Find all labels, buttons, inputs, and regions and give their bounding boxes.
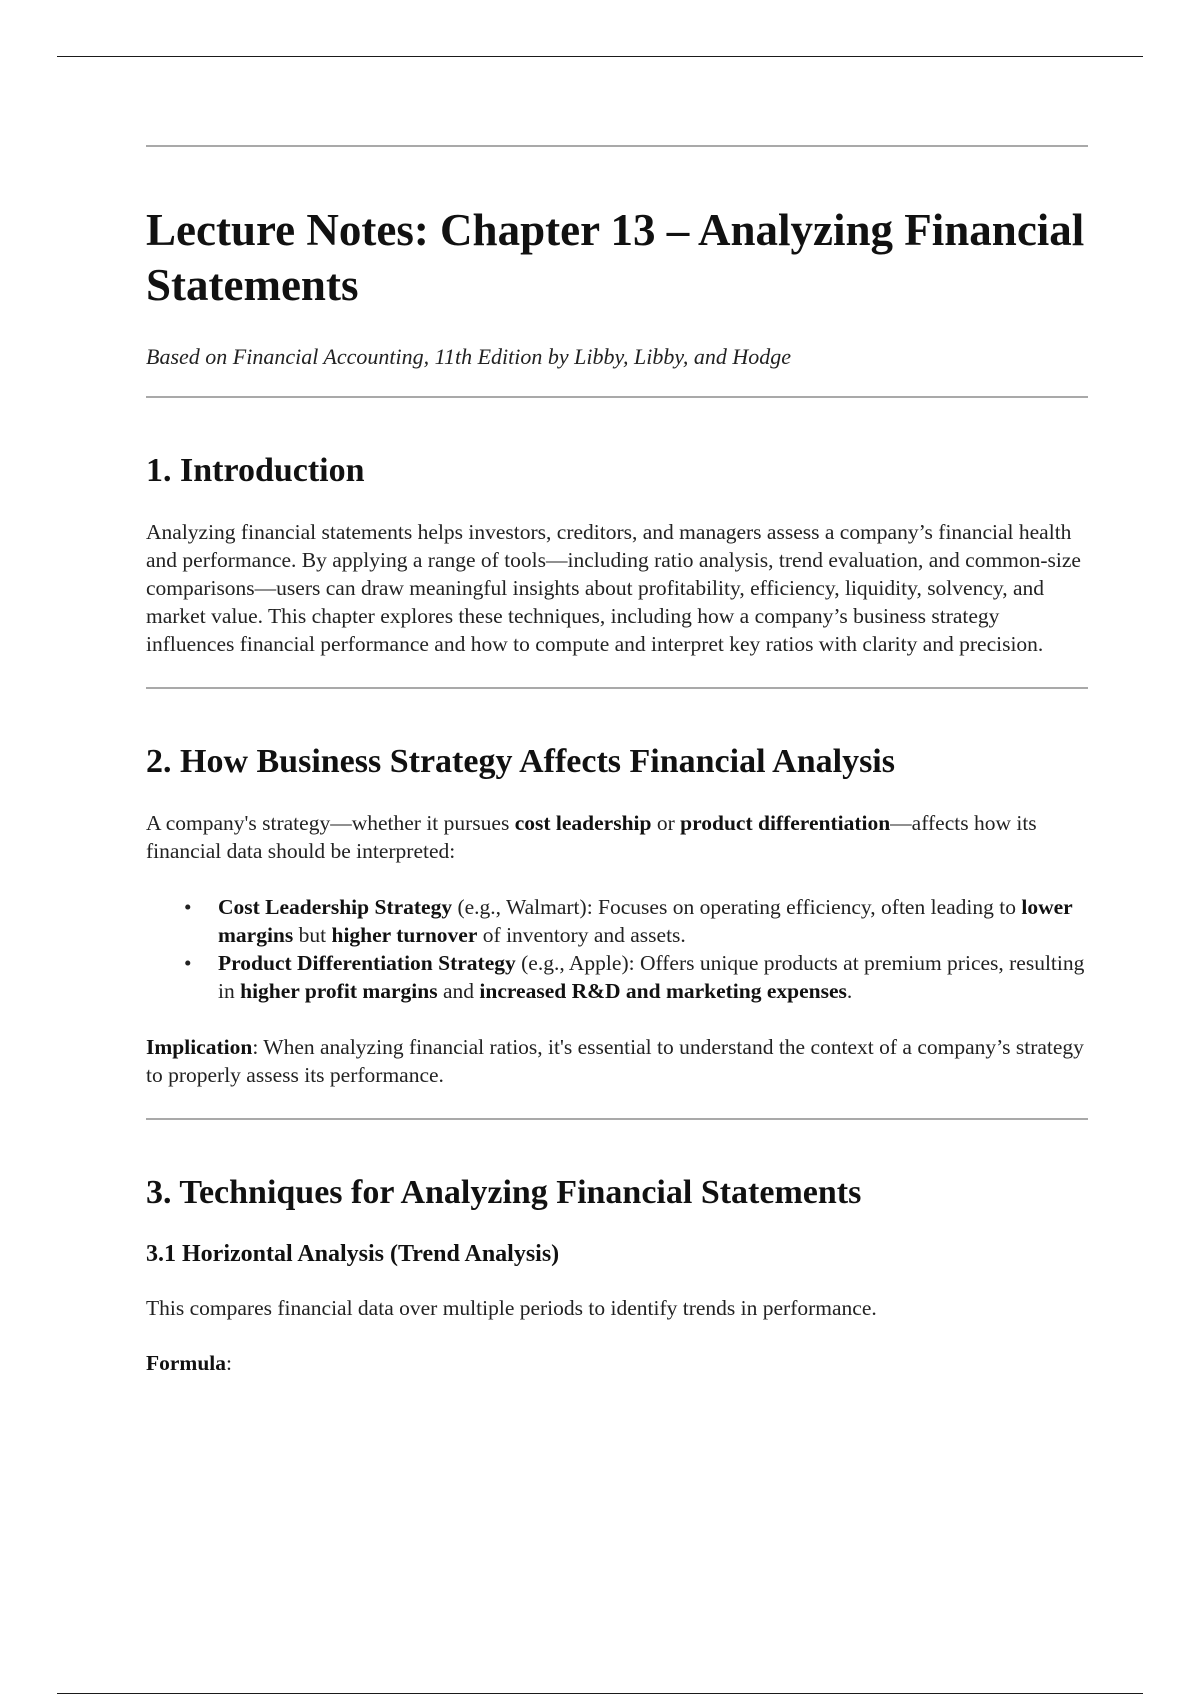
text-run: but: [293, 923, 332, 947]
bold-term: Product Differentiation Strategy: [218, 951, 516, 975]
strategy-intro-paragraph: [146, 809, 1088, 865]
page-top-rule: [57, 56, 1143, 57]
formula-label: Formula: [146, 1351, 227, 1375]
list-item-product-differentiation: [146, 949, 1088, 1005]
page-bottom-rule: [57, 1693, 1143, 1694]
text-run: .: [846, 979, 853, 1003]
section-divider: [146, 396, 1088, 398]
text-run: A company's strategy—whether it pursues: [146, 811, 515, 835]
implication-label: Implication: [146, 1035, 253, 1059]
text-run: —affects how its financial data should be interpreted:: [146, 811, 1037, 863]
bullet-icon: •: [184, 895, 192, 919]
text-run: and: [437, 979, 480, 1003]
document-body: [146, 145, 1088, 1377]
section-divider: [146, 1118, 1088, 1120]
section-divider: [146, 687, 1088, 689]
text-run: of inventory and assets.: [477, 923, 686, 947]
bold-term: Cost Leadership Strategy: [218, 895, 453, 919]
document-title: Lecture Notes: Chapter 13 – Analyzing Financial Statements: [146, 205, 1085, 310]
subsection-heading-horizontal-analysis: 3.1 Horizontal Analysis (Trend Analysis): [146, 1241, 560, 1267]
bold-term: higher turnover: [331, 923, 478, 947]
title-top-divider: [146, 145, 1088, 147]
text-run: (e.g., Walmart): Focuses on operating efficiency, often leading to: [452, 895, 1022, 919]
formula-line: [146, 1349, 1088, 1377]
text-run: or: [651, 811, 681, 835]
bold-term: higher profit margins: [240, 979, 438, 1003]
document-byline: Based on Financial Accounting, 11th Edition by Libby, Libby, and Hodge: [146, 344, 792, 369]
section-heading-business-strategy: 2. How Business Strategy Affects Financial Analysis: [146, 743, 895, 780]
introduction-paragraph: Analyzing financial statements helps investors, creditors, and managers assess a company’s financial health and performance. By applying a range of tools—including ratio analysis, trend evaluation, and common-size comparisons—users can draw meaningful insights about profitability, efficiency, liquidity, solvency, and market value. This chapter explores these techniques, including how a company’s business strategy influences financial performance and how to compute and interpret key ratios with clarity and precision.: [146, 520, 1081, 656]
section-heading-introduction: 1. Introduction: [146, 452, 365, 489]
section-heading-techniques: 3. Techniques for Analyzing Financial Statements: [146, 1174, 862, 1211]
implication-paragraph: [146, 1033, 1088, 1089]
bold-term: increased R&D and marketing expenses: [479, 979, 847, 1003]
bold-term-product-differentiation: product differentiation: [680, 811, 891, 835]
horizontal-analysis-paragraph: This compares financial data over multiple periods to identify trends in performance.: [146, 1296, 877, 1320]
text-run: (e.g., Apple): Offers unique products at premium prices, resulting in: [218, 951, 1085, 1003]
bold-term: lower margins: [218, 895, 1073, 947]
bold-term-cost-leadership: cost leadership: [514, 811, 652, 835]
list-item-cost-leadership: [146, 893, 1088, 949]
bullet-icon: •: [184, 951, 192, 975]
text-run: :: [226, 1351, 233, 1375]
text-run: : When analyzing financial ratios, it's essential to understand the context of a company’s strategy to properly assess its performance.: [146, 1035, 1084, 1087]
strategy-bullet-list: [146, 893, 1088, 1005]
